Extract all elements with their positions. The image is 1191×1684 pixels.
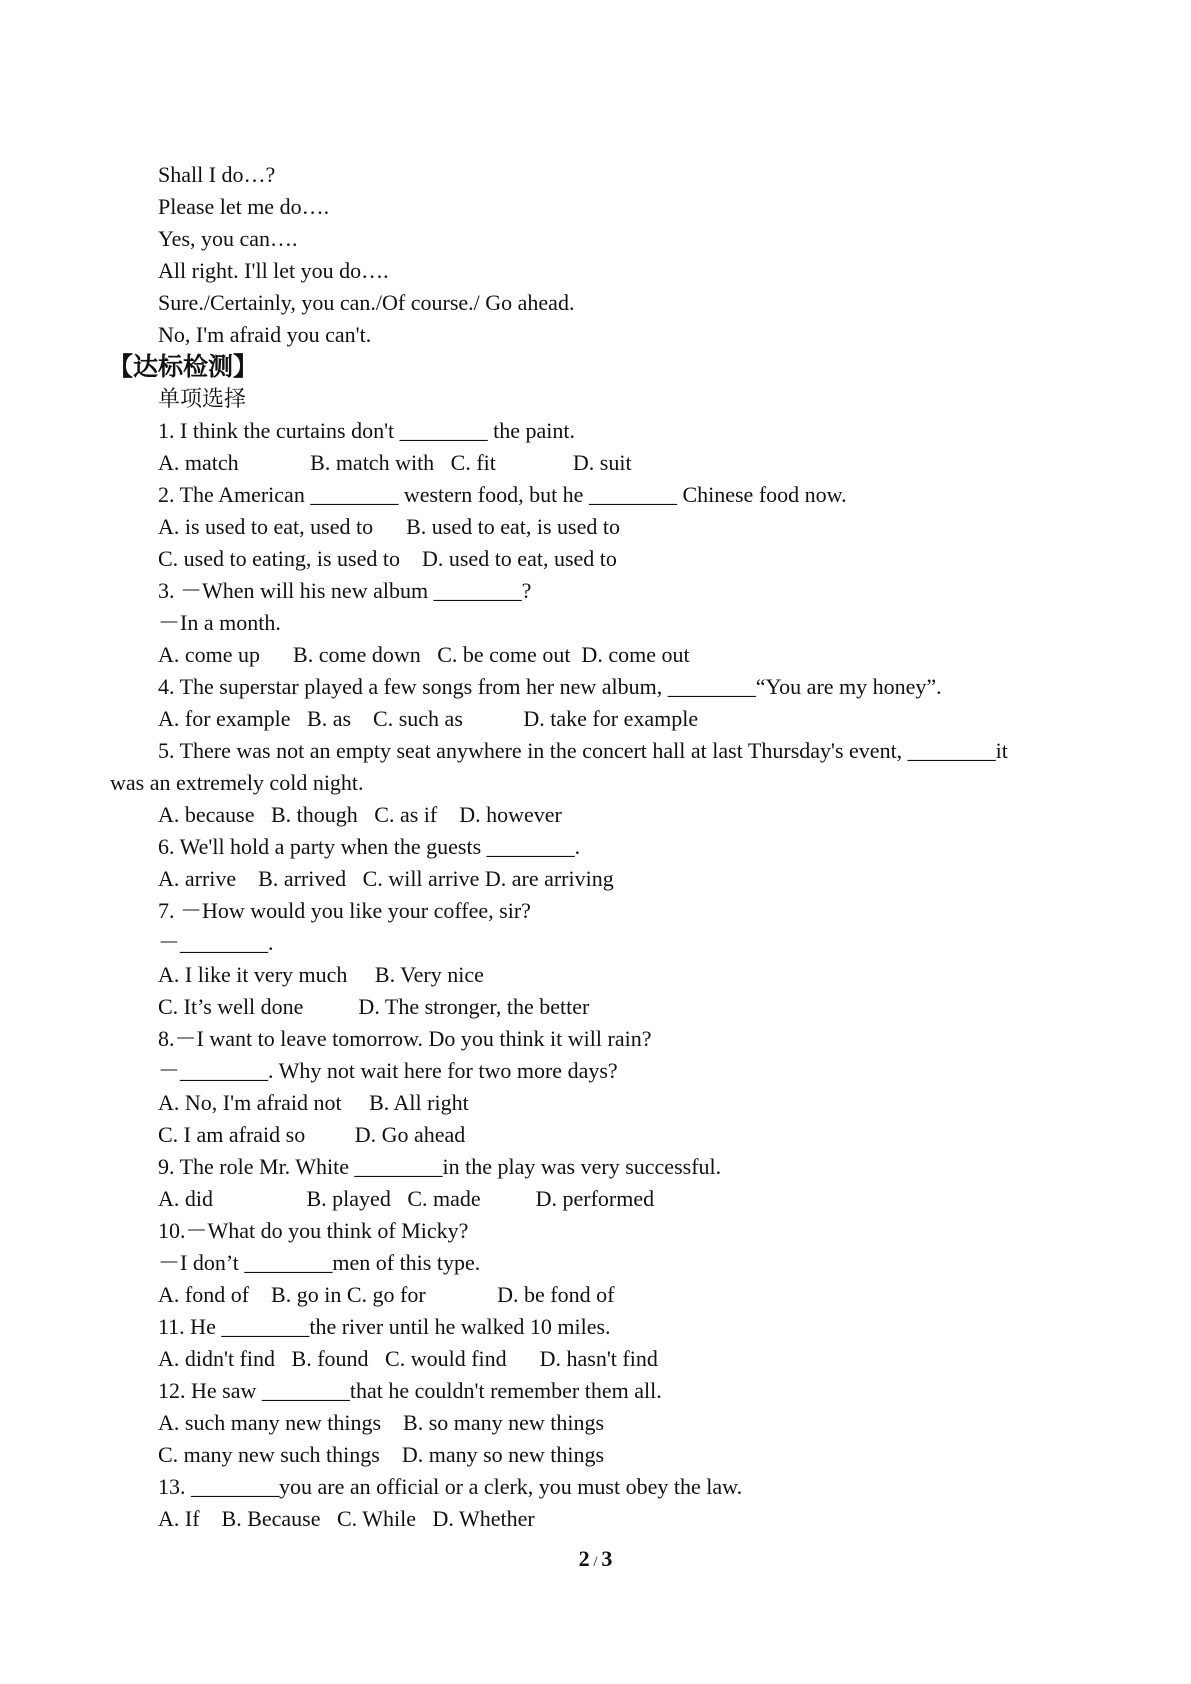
intro-line: Sure./Certainly, you can./Of course./ Go ahead. — [158, 290, 575, 315]
question-list — [0, 415, 1191, 1535]
question-options: C. It’s well done D. The stronger, the better — [158, 994, 590, 1019]
question-item — [0, 1311, 1191, 1375]
question-stem: 12. He saw ________that he couldn't remember them all. — [158, 1378, 662, 1403]
page-total: 3 — [601, 1546, 613, 1571]
question-options: A. match B. match with C. fit D. suit — [158, 450, 632, 475]
question-stem: 13. ________you are an official or a clerk, you must obey the law. — [158, 1474, 743, 1499]
question-stem: 7. －How would you like your coffee, sir? — [158, 898, 531, 923]
question-options: A. is used to eat, used to B. used to eat, is used to — [158, 514, 620, 539]
question-stem: 10.－What do you think of Micky? — [158, 1218, 469, 1243]
question-options: A. such many new things B. so many new things — [158, 1410, 605, 1435]
question-item — [0, 1471, 1191, 1535]
intro-line: Shall I do…? — [158, 162, 276, 187]
question-item — [0, 1023, 1191, 1151]
intro-line: No, I'm afraid you can't. — [158, 322, 372, 347]
question-stem: 6. We'll hold a party when the guests ________. — [158, 834, 581, 859]
question-options: A. didn't find B. found C. would find D. hasn't find — [158, 1346, 658, 1371]
question-options: A. did B. played C. made D. performed — [158, 1186, 655, 1211]
question-options: C. many new such things D. many so new things — [158, 1442, 605, 1467]
page-number — [0, 1546, 1191, 1572]
question-item — [0, 575, 1191, 671]
intro-line: All right. I'll let you do…. — [158, 258, 389, 283]
question-stem: 8.－I want to leave tomorrow. Do you think it will rain? — [158, 1026, 652, 1051]
question-item — [0, 671, 1191, 735]
question-options: －________. Why not wait here for two more days? — [158, 1058, 618, 1083]
question-item — [0, 479, 1191, 575]
question-options: A. fond of B. go in C. go for D. be fond of — [158, 1282, 615, 1307]
question-options: A. come up B. come down C. be come out D. come out — [158, 642, 690, 667]
question-stem: 3. －When will his new album ________? — [158, 578, 532, 603]
document-body — [0, 159, 1191, 1535]
question-stem: 11. He ________the river until he walked 10 miles. — [158, 1314, 611, 1339]
section-title: 【达标检测】 — [108, 352, 259, 381]
section-subtitle: 单项选择 — [158, 386, 247, 411]
question-options: A. because B. though C. as if D. however — [158, 802, 562, 827]
question-options: －In a month. — [158, 610, 281, 635]
question-stem: 5. There was not an empty seat anywhere in the concert hall at last Thursday's event, ________it — [158, 738, 1008, 763]
question-stem: 1. I think the curtains don't ________ the paint. — [158, 418, 576, 443]
question-item — [0, 415, 1191, 479]
question-options: A. arrive B. arrived C. will arrive D. are arriving — [158, 866, 614, 891]
question-item — [0, 895, 1191, 1023]
question-options: －________. — [158, 930, 274, 955]
question-options: A. If B. Because C. While D. Whether — [158, 1506, 535, 1531]
question-stem-continued: was an extremely cold night. — [110, 770, 364, 795]
question-item — [0, 1215, 1191, 1311]
question-item — [0, 831, 1191, 895]
question-stem: 9. The role Mr. White ________in the play was very successful. — [158, 1154, 722, 1179]
question-options: A. No, I'm afraid not B. All right — [158, 1090, 469, 1115]
question-options: A. for example B. as C. such as D. take for example — [158, 706, 699, 731]
page-current: 2 — [578, 1546, 590, 1571]
question-stem: 2. The American ________ western food, but he ________ Chinese food now. — [158, 482, 847, 507]
question-item — [0, 1375, 1191, 1471]
question-stem: 4. The superstar played a few songs from her new album, ________“You are my honey”. — [158, 674, 942, 699]
question-options: A. I like it very much B. Very nice — [158, 962, 484, 987]
intro-line: Please let me do…. — [158, 194, 330, 219]
intro-line: Yes, you can…. — [158, 226, 298, 251]
question-options: C. I am afraid so D. Go ahead — [158, 1122, 466, 1147]
question-options: －I don’t ________men of this type. — [158, 1250, 481, 1275]
intro-phrases — [0, 159, 1191, 351]
question-options: C. used to eating, is used to D. used to eat, used to — [158, 546, 617, 571]
question-item — [0, 1151, 1191, 1215]
question-item — [0, 735, 1191, 831]
page-separator: / — [593, 1554, 598, 1570]
